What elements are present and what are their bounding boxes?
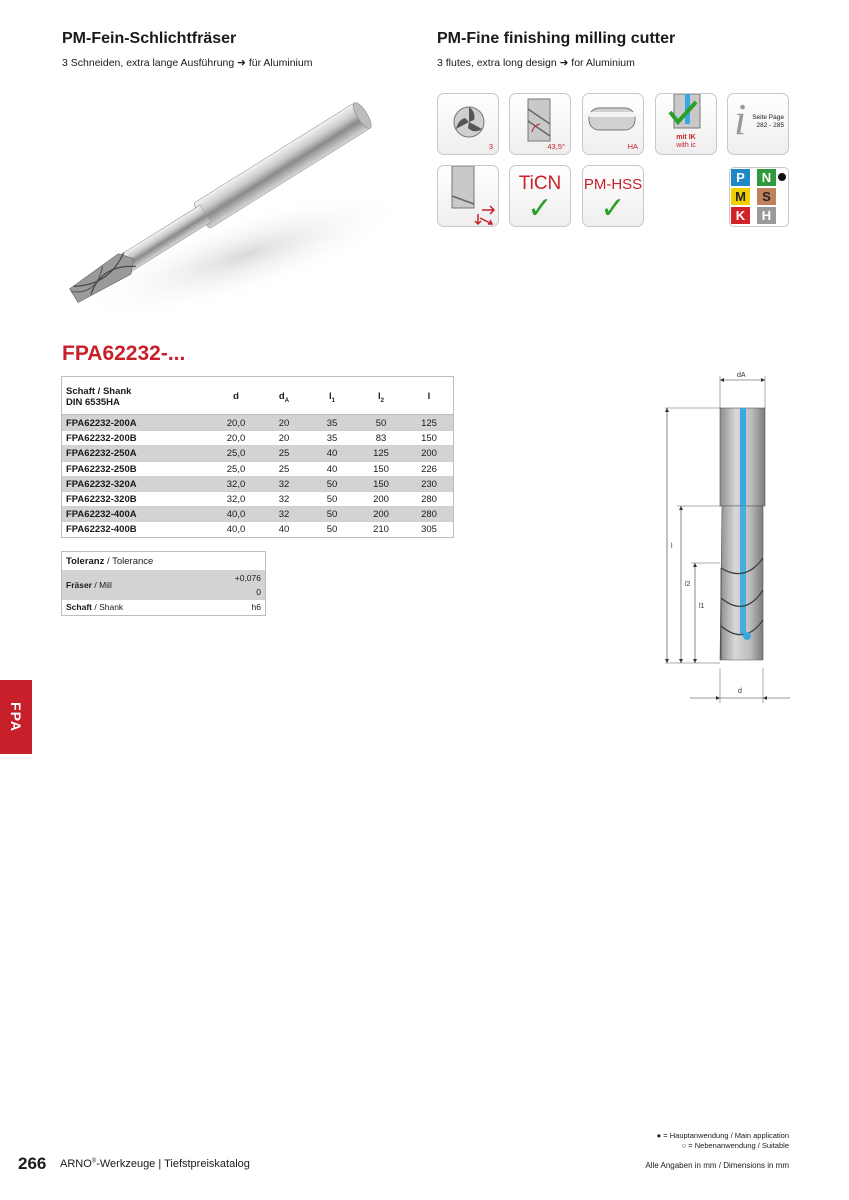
table-row (62, 476, 453, 491)
coating-ticn-icon (509, 165, 571, 227)
material-check-icon: ✓ (600, 192, 626, 225)
cell-d: 20,0 (226, 418, 246, 429)
page-number: 266 (18, 1154, 47, 1173)
label-l1: l1 (699, 603, 705, 610)
header-l2: $l_2$ (378, 391, 384, 404)
cell-l: 230 (421, 478, 437, 490)
material-h: H (757, 207, 776, 224)
shank-standard: DIN 6535HA (66, 397, 120, 408)
cell-l2: 125 (373, 448, 389, 460)
material-n: N (757, 169, 776, 186)
coating-check-icon: ✓ (527, 192, 553, 225)
shank-caption: HA (627, 142, 638, 151)
table-row (62, 430, 453, 445)
table-row (62, 445, 453, 460)
cell-d: 20,0 (226, 433, 246, 445)
label-d: d (738, 688, 742, 695)
footer-reg: ® (91, 1158, 97, 1165)
cell-l2: 150 (373, 463, 389, 475)
cell-d: 32,0 (226, 493, 246, 505)
helix-caption: 43,5° (547, 142, 565, 151)
material-m: M (731, 188, 750, 205)
flutes-icon (437, 93, 499, 155)
technical-drawing (655, 368, 795, 708)
header-l1: $l_1$ (329, 391, 335, 404)
shank-ha-icon (582, 93, 644, 155)
cell-l: 150 (421, 433, 437, 445)
tolerance-table (61, 551, 266, 616)
cell-da: 32 (278, 509, 290, 521)
cell-d: 25,0 (226, 448, 246, 460)
mill-lower-tolerance: 0 (256, 587, 261, 597)
cell-da: 32 (278, 478, 290, 490)
article-code: FPA62232-320A (66, 478, 137, 490)
cell-da: 25 (278, 448, 290, 460)
shank-tol-label-de: Schaft (66, 602, 92, 612)
cell-l: 200 (421, 448, 437, 460)
footer-catalog-title: -Werkzeuge | Tiefstpreiskatalog (96, 1158, 250, 1170)
series-title: FPA62232-... (62, 342, 186, 365)
subtitle-german: 3 Schneiden, extra lange Ausführung ➜ für Aluminium (62, 57, 313, 69)
cell-l2: 210 (373, 524, 389, 536)
coolant-caption-en: with ic (676, 142, 696, 149)
article-code: FPA62232-400A (66, 509, 137, 521)
legend-suitable: ○ = Nebenanwendung / Suitable (681, 1141, 789, 1150)
flutes-caption: 3 (488, 142, 493, 151)
cell-l2: 200 (373, 493, 389, 505)
cell-l1: 40 (326, 448, 338, 460)
cell-l2: 83 (375, 433, 387, 445)
cell-l: 226 (421, 463, 437, 475)
cell-l: 305 (421, 524, 437, 536)
title-german: PM-Fein-Schlichtfräser (62, 30, 237, 47)
mill-label-de: Fräser (66, 580, 92, 590)
tolerance-title-en: / Tolerance (104, 556, 154, 567)
subtitle-english: 3 flutes, extra long design ➜ for Aluminium (437, 57, 635, 69)
section-tab-label: FPA (8, 702, 24, 732)
cell-l: 125 (421, 418, 437, 429)
legend (657, 1131, 789, 1151)
cell-l: 280 (421, 493, 437, 505)
dimension-table-header (62, 377, 453, 415)
cell-l2: 150 (373, 478, 389, 490)
coating-label: TiCN (518, 173, 562, 194)
cell-d: 40,0 (226, 524, 246, 536)
material-group-grid (729, 167, 789, 227)
cell-da: 20 (278, 433, 290, 445)
cell-da: 25 (278, 463, 290, 475)
cell-da: 40 (278, 524, 290, 536)
cell-l1: 50 (326, 509, 338, 521)
footer-brand: ARNO (60, 1158, 92, 1170)
cell-l1: 40 (326, 463, 338, 475)
cell-l2: 200 (373, 509, 389, 521)
internal-coolant-icon (655, 93, 717, 155)
coolant-caption-de: mit IK (676, 134, 696, 141)
shank-tol-label-en: / Shank (91, 602, 124, 612)
table-row (62, 491, 453, 506)
cell-l: 280 (421, 509, 437, 521)
cell-da: 32 (278, 493, 290, 505)
article-code: FPA62232-250B (66, 463, 137, 475)
label-da: dA (737, 372, 746, 379)
dimension-table (61, 376, 454, 538)
table-row (62, 415, 453, 430)
cell-l1: 50 (326, 478, 338, 490)
mill-label-en: / Mill (92, 580, 112, 590)
article-code: FPA62232-200B (66, 433, 137, 445)
article-code: FPA62232-200A (66, 418, 137, 429)
info-page-range: 282 - 285 (756, 122, 784, 129)
legend-main: ● = Hauptanwendung / Main application (656, 1131, 789, 1140)
cell-l1: 35 (326, 418, 338, 429)
cell-d: 32,0 (226, 478, 246, 490)
tolerance-row-mill (62, 570, 265, 600)
main-application-dot-icon (778, 173, 786, 181)
helix-angle-icon (509, 93, 571, 155)
info-page-label: Seite Page (752, 114, 784, 121)
cell-d: 40,0 (226, 509, 246, 521)
material-s: S (757, 188, 776, 205)
cell-l1: 50 (326, 524, 338, 536)
shank-label: Schaft / Shank (66, 386, 132, 397)
material-pm-hss-icon (582, 165, 644, 227)
section-tab[interactable] (0, 680, 32, 754)
milling-cutter-image (45, 95, 415, 325)
footer-catalog (60, 1158, 250, 1170)
mill-upper-tolerance: +0,076 (234, 573, 261, 583)
cell-d: 25,0 (226, 463, 246, 475)
title-english: PM-Fine finishing milling cutter (437, 30, 676, 47)
tolerance-row-shank (62, 600, 265, 615)
cell-l1: 35 (326, 433, 338, 445)
material-p: P (731, 169, 750, 186)
article-code: FPA62232-400B (66, 524, 137, 536)
label-l: l (671, 543, 673, 550)
material-label: PM-HSS (583, 176, 643, 193)
article-code: FPA62232-320B (66, 493, 137, 505)
tolerance-title-de: Toleranz (66, 556, 105, 567)
table-row (62, 506, 453, 521)
shank-tolerance: h6 (251, 602, 261, 612)
table-row (62, 461, 453, 476)
cutting-direction-icon (437, 165, 499, 227)
cell-da: 20 (278, 418, 290, 429)
table-row (62, 521, 453, 536)
header-d: d (233, 391, 239, 402)
material-k: K (731, 207, 750, 224)
cell-l1: 50 (326, 493, 338, 505)
label-l2: l2 (685, 581, 691, 588)
header-da: $d_A$ (278, 391, 290, 404)
info-icon[interactable]: i Seite Page 282 - 285 (727, 93, 789, 155)
article-code: FPA62232-250A (66, 448, 137, 460)
dimensions-note: Alle Angaben in mm / Dimensions in mm (645, 1161, 789, 1170)
cell-l2: 50 (375, 418, 387, 429)
header-l: l (427, 391, 431, 402)
